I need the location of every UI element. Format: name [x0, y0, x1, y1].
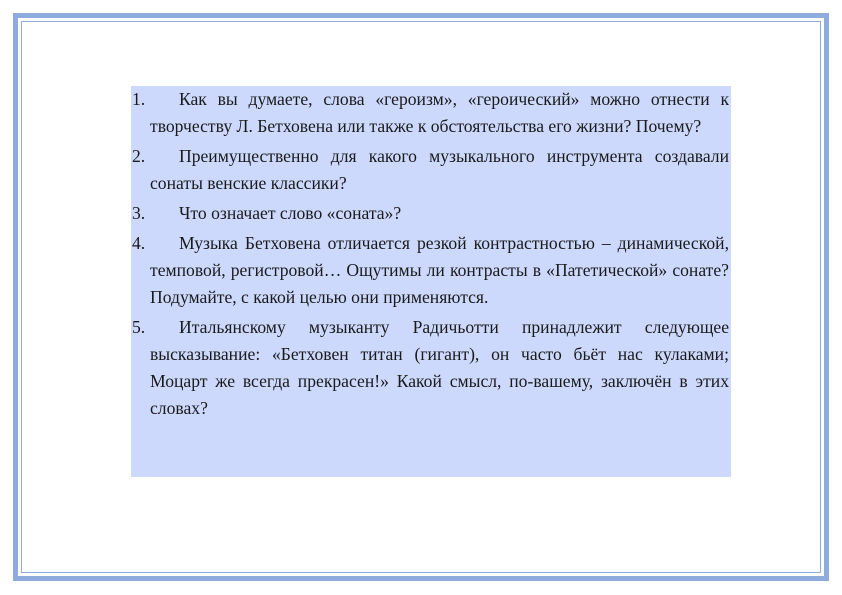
question-number: 3.: [132, 203, 146, 223]
question-item-4: [131, 230, 729, 311]
question-item-3: [131, 200, 729, 227]
question-item-2: [131, 143, 729, 197]
question-text: Итальянскому музыканту Радичьотти принадлежит следующее высказывание: «Бетховен титан (гигант), он часто бьёт нас кулаками; Моцарт же всегда прекрасен!» Какой смысл, по-вашему, заключён в этих словах?: [150, 317, 729, 418]
question-number: 4.: [132, 233, 146, 253]
question-text: Что означает слово «соната»?: [179, 203, 402, 223]
question-number: 1.: [132, 89, 146, 109]
question-item-5: [131, 314, 729, 422]
question-box: [131, 86, 731, 477]
question-number: 2.: [132, 146, 146, 166]
question-list: [131, 86, 729, 422]
question-text: Музыка Бетховена отличается резкой контрастностью – динамической, темповой, регистровой… Ощутимы ли контрасты в «Патетической» сонате? Подумайте, с какой целью они применяются.: [150, 233, 729, 307]
question-item-1: [131, 86, 729, 140]
question-text: Преимущественно для какого музыкального инструмента создавали сонаты венские классики?: [150, 146, 729, 193]
question-number: 5.: [132, 317, 146, 337]
question-text: Как вы думаете, слова «героизм», «героический» можно отнести к творчеству Л. Бетховена или также к обстоятельства его жизни? Почему?: [150, 89, 729, 136]
